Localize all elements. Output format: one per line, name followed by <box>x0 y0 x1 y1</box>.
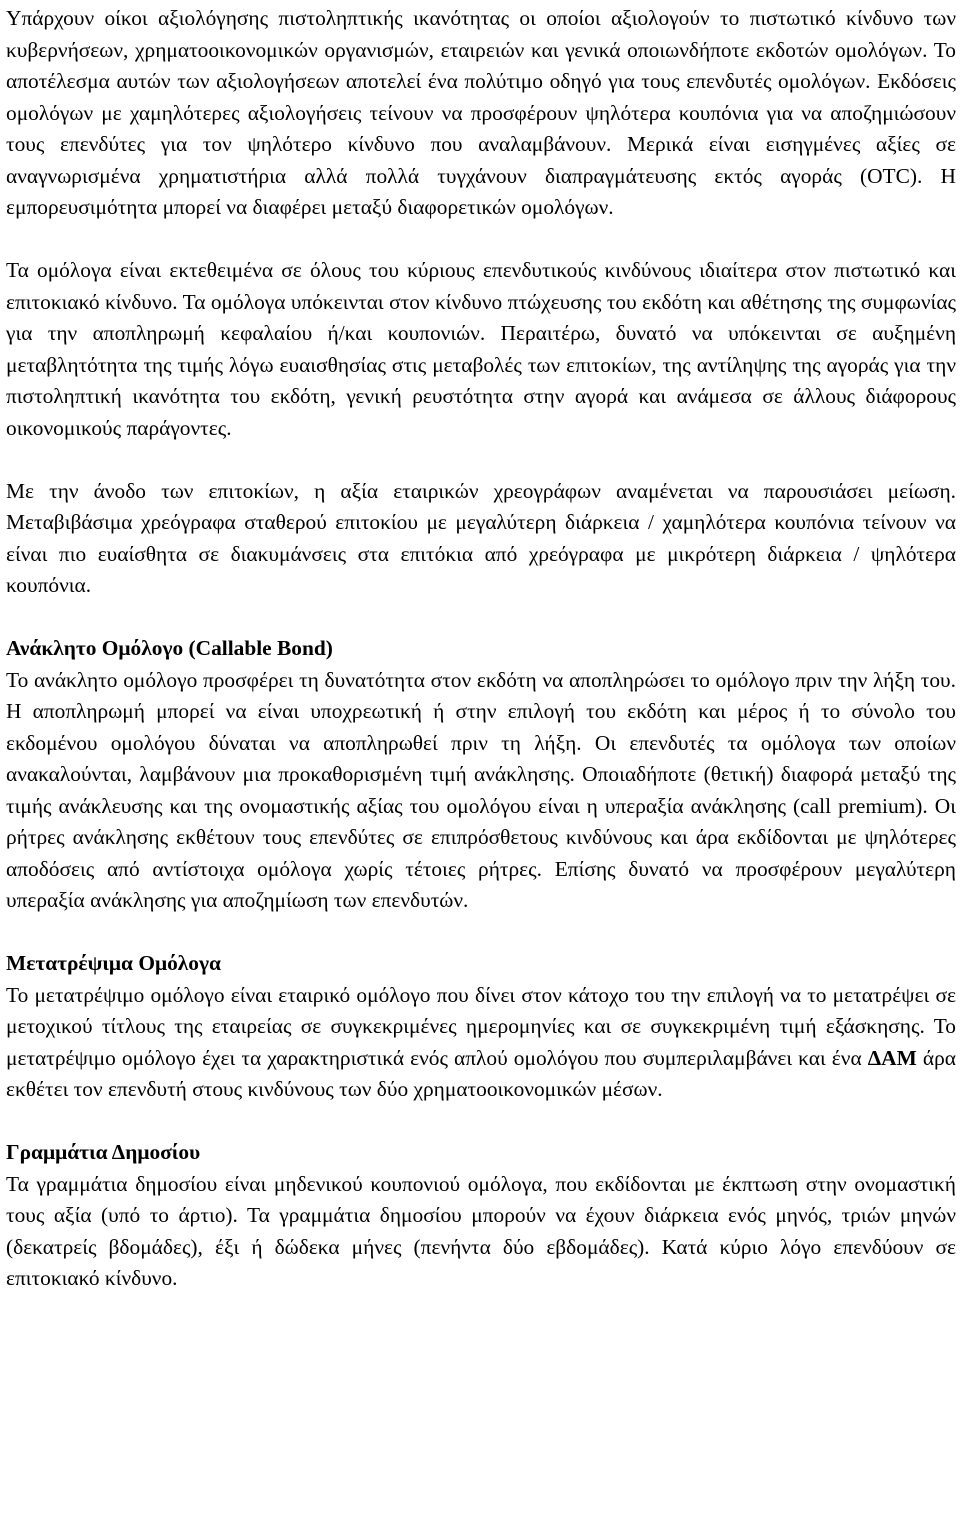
paragraph-spacer <box>6 602 956 634</box>
section-body-treasury-bills: Τα γραμμάτια δημοσίου είναι μηδενικού κουπονιού ομόλογα, που εκδίδονται με έκπτωση στην ονομαστική τους αξία (υπό το άρτιο). Τα γραμμάτια δημοσίου μπορούν να έχουν διάρκεια ενός μηνός, τριών μηνών (δεκατρείς βδομάδες), έξι ή δώδεκα μήνες (πενήντα δύο εβδομάδες). Κατά κύριο λόγο επενδύουν σε επιτοκιακό κίνδυνο. <box>6 1171 956 1290</box>
section-heading-callable-bond: Ανάκλητο Ομόλογο (Callable Bond) <box>6 636 333 660</box>
intro-paragraph-interest-rates: Με την άνοδο των επιτοκίων, η αξία εταιρικών χρεογράφων αναμένεται να παρουσιάσει μείωση. Μεταβιβάσιμα χρεόγραφα σταθερού επιτοκίου με μεγαλύτερη διάρκεια / χαμηλότερα κουπόνια τείνουν να είναι πιο ευαίσθητα σε διακυμάνσεις στα επιτόκια από χρεόγραφα με μικρότερη διάρκεια / ψηλότερα κουπόνια. <box>6 478 956 597</box>
section-body-callable-bond: Το ανάκλητο ομόλογο προσφέρει τη δυνατότητα στον εκδότη να αποπληρώσει το ομόλογο πριν την λήξη του. Η αποπληρωμή μπορεί να είναι υποχρεωτική ή στην επιλογή του εκδότη και μέρος ή το σύνολο του εκδομένου ομολόγου δύναται να αποπληρωθεί πριν τη λήξη. Οι επενδυτές τα ομόλογα των οποίων ανακαλούνται, λαμβάνουν μια προκαθορισμένη τιμή ανάκλησης. Οποιαδήποτε (θετική) διαφορά μεταξύ της τιμής ανάκλευσης και της ονομαστικής αξίας του ομολόγου είναι η υπεραξία ανάκλησης (call premium). Οι ρήτρες ανάκλησης εκθέτουν τους επενδύτες σε επιπρόσθετους κινδύνους και άρα εκδίδονται με ψηλότερες αποδόσεις από αντίστοιχα ομόλογα χωρίς τέτοιες ρήτρες. Επίσης δυνατό να προσφέρουν μεγαλύτερη υπεραξία ανάκλησης για αποζημίωση των επενδυτών. <box>6 667 956 912</box>
section-heading-treasury-bills: Γραμμάτια Δημοσίου <box>6 1140 201 1164</box>
section-heading-convertible-bonds: Μετατρέψιμα Ομόλογα <box>6 951 221 975</box>
intro-paragraph-risks: Τα ομόλογα είναι εκτεθειμένα σε όλους του κύριους επενδυτικούς κινδύνους ιδιαίτερα στον πιστωτικό και επιτοκιακό κίνδυνο. Τα ομόλογα υπόκεινται στον κίνδυνο πτώχευσης του εκδότη και αθέτησης της συμφωνίας για την αποπληρωμή κεφαλαίου ή/και κουπονιών. Περαιτέρω, δυνατό να υπόκεινται σε αυξημένη μεταβλητότητα της τιμής λόγω ευαισθησίας στις μεταβολές των επιτοκίων, της αντίληψης της αγοράς για την πιστοληπτική ικανότητα του εκδότη, γενική ρευστότητα στην αγορά και ανάμεσα σε άλλους διάφορους οικονομικούς παράγοντες. <box>6 258 956 440</box>
document-page <box>6 3 956 1295</box>
paragraph-spacer <box>6 224 956 256</box>
paragraph-spacer <box>6 917 956 949</box>
paragraph-spacer <box>6 444 956 476</box>
paragraph-spacer <box>6 1106 956 1138</box>
convertible-body-end: άρα εκθέτει τον επενδυτή στους κινδύνους των δύο χρηματοοικονομικών μέσων. <box>6 1045 957 1101</box>
convertible-body-start: Το μετατρέψιμο ομόλογο είναι εταιρικό ομόλογο που δίνει στον κάτοχο του την επιλογή να το μετατρέψει σε μετοχικού τίτλους της εταιρείας σε συγκεκριμένες ημερομηνίες και σε συγκεκριμένη τιμή εξάσκησης. Το μετατρέψιμο ομόλογο έχει τα χαρακτηριστικά ενός απλού ομολόγου που συμπεριλαμβάνει και ένα <box>6 982 956 1070</box>
section-body-convertible-bonds <box>6 980 956 1106</box>
convertible-body-derivative-term: ΔΑΜ <box>867 1045 917 1070</box>
intro-paragraph-ratings: Υπάρχουν οίκοι αξιολόγησης πιστοληπτικής ικανότητας οι οποίοι αξιολογούν το πιστωτικό κίνδυνο των κυβερνήσεων, χρηματοοικονομικών οργανισμών, εταιρειών και γενικά οποιωνδήποτε εκδοτών ομολόγων. Το αποτέλεσμα αυτών των αξιολογήσεων αποτελεί ένα πολύτιμο οδηγό για τους επενδυτές ομολόγων. Εκδόσεις ομολόγων με χαμηλότερες αξιολογήσεις τείνουν να προσφέρουν ψηλότερα κουπόνια για να αποζημιώσουν τους επενδύτες για τον ψηλότερο κίνδυνο που αναλαμβάνουν. Μερικά είναι εισηγμένες αξίες σε αναγνωρισμένα χρηματιστήρια αλλά πολλά τυγχάνουν διαπραγμάτευσης εκτός αγοράς (OTC). Η εμπορευσιμότητα μπορεί να διαφέρει μεταξύ διαφορετικών ομολόγων. <box>6 6 956 219</box>
